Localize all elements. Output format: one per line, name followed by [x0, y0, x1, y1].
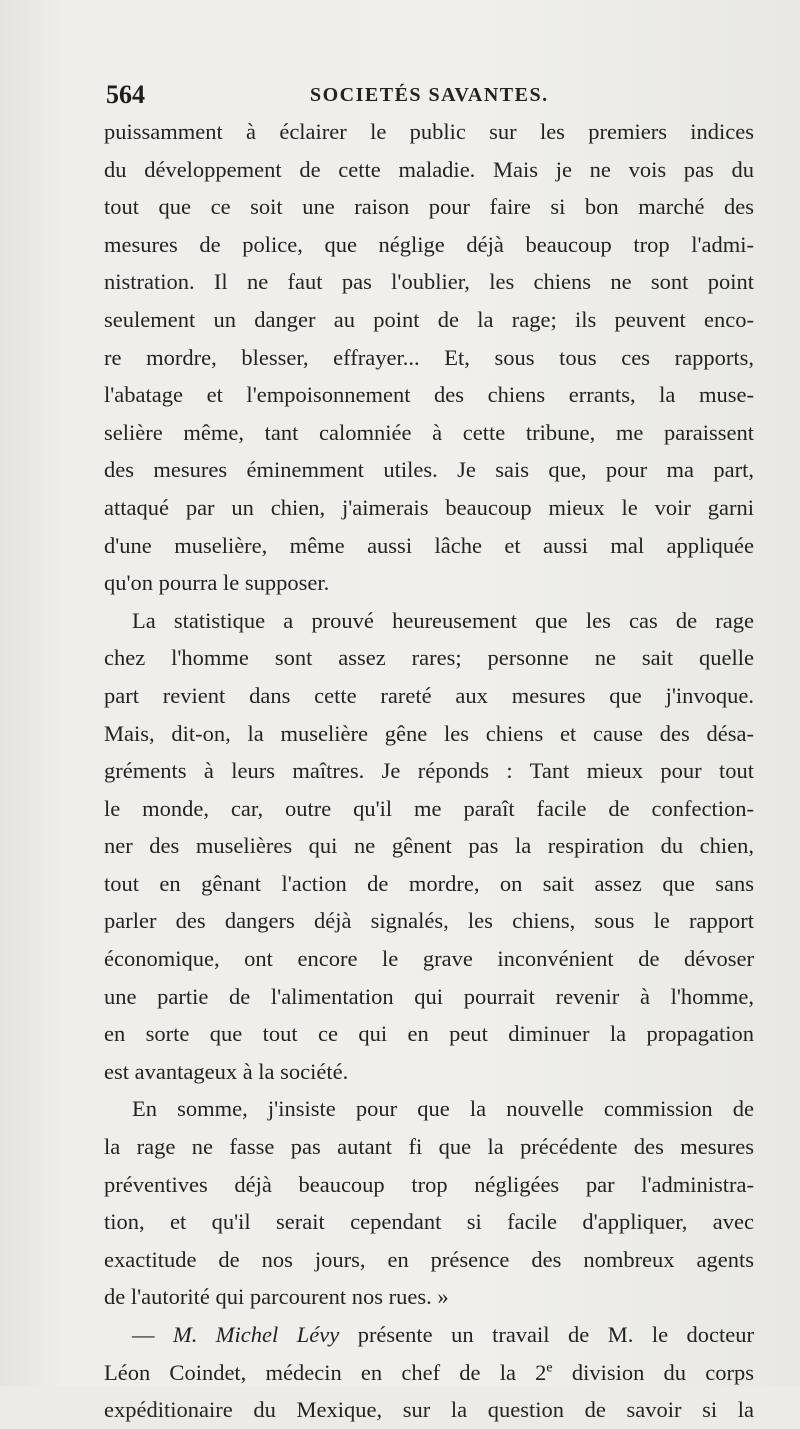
text-line: l'abatage et l'empoisonnement des chiens errants, la muse- — [104, 382, 754, 408]
text-line: puissamment à éclairer le public sur les premiers indices — [104, 119, 754, 144]
text-line: chez l'homme sont assez rares; personne ne sait quelle — [104, 645, 754, 671]
text-line: selière même, tant calomniée à cette tribune, me paraissent — [104, 419, 754, 445]
final-paragraph-line-3: expéditionaire du Mexique, sur la question de savoir si la — [104, 1397, 754, 1423]
page-number: 564 — [106, 80, 145, 109]
body-text — [104, 113, 754, 1429]
text-line: d'une muselière, même aussi lâche et aussi mal appliquée — [104, 532, 754, 558]
ordinal-superscript: e — [546, 1360, 553, 1376]
text-line: préventives déjà beaucoup trop négligées par l'administra- — [104, 1171, 754, 1197]
line-start: Léon Coindet, médecin en chef de la 2 — [104, 1359, 547, 1385]
text-line: une partie de l'alimentation qui pourrait revenir à l'homme, — [104, 983, 754, 1009]
text-line: mesures de police, que néglige déjà beaucoup trop l'admi- — [104, 231, 754, 257]
text-line: qu'on pourra le supposer. — [104, 570, 330, 596]
em-dash: — — [132, 1322, 155, 1347]
text-line: tion, et qu'il serait cependant si facile d'appliquer, avec — [104, 1209, 754, 1235]
line-rest: présente un travail de M. le docteur — [357, 1322, 754, 1347]
text-line: tout que ce soit une raison pour faire si bon marché des — [104, 194, 754, 220]
text-line: re mordre, blesser, effrayer... Et, sous tous ces rapports, — [104, 344, 754, 370]
text-line: gréments à leurs maîtres. Je réponds : Tant mieux pour tout — [104, 758, 754, 784]
text-line: du développement de cette maladie. Mais je ne vois pas du — [104, 156, 754, 182]
text-line: ner des muselières qui ne gênent pas la respiration du chien, — [104, 833, 754, 859]
text-line: nistration. Il ne faut pas l'oublier, les chiens ne sont point — [104, 269, 754, 295]
text-line: en sorte que tout ce qui en peut diminuer la propagation — [104, 1021, 754, 1047]
page-header — [100, 76, 754, 112]
text-line: est avantageux à la société. — [104, 1058, 349, 1084]
text-line: La statistique a prouvé heureusement que les cas de rage — [132, 607, 754, 633]
text-line: des mesures éminemment utiles. Je sais que, pour ma part, — [104, 457, 754, 483]
line-end: division du corps — [571, 1359, 754, 1385]
text-line: parler des dangers déjà signalés, les chiens, sous le rapport — [104, 908, 754, 934]
text-line: attaqué par un chien, j'aimerais beaucoup mieux le voir garni — [104, 494, 754, 520]
running-title: SOCIETÉS SAVANTES. — [310, 84, 549, 106]
final-paragraph-line-1 — [104, 1316, 754, 1354]
text-line: exactitude de nos jours, en présence des nombreux agents — [104, 1246, 754, 1272]
text-line: En somme, j'insiste pour que la nouvelle commission de — [132, 1096, 754, 1122]
speaker-name: M. Michel Lévy — [172, 1322, 340, 1347]
text-line: part revient dans cette rareté aux mesures que j'invoque. — [104, 682, 754, 708]
text-line: économique, ont encore le grave inconvénient de dévoser — [104, 946, 754, 972]
text-line: tout en gênant l'action de mordre, on sait assez que sans — [104, 870, 754, 896]
text-line: le monde, car, outre qu'il me paraît facile de confection- — [104, 795, 754, 821]
text-line: de l'autorité qui parcourent nos rues. » — [104, 1284, 449, 1310]
text-line: la rage ne fasse pas autant fi que la précédente des mesures — [104, 1134, 754, 1160]
text-line: seulement un danger au point de la rage; ils peuvent enco- — [104, 306, 754, 332]
text-line: Mais, dit-on, la muselière gêne les chiens et cause des désa- — [104, 720, 754, 746]
